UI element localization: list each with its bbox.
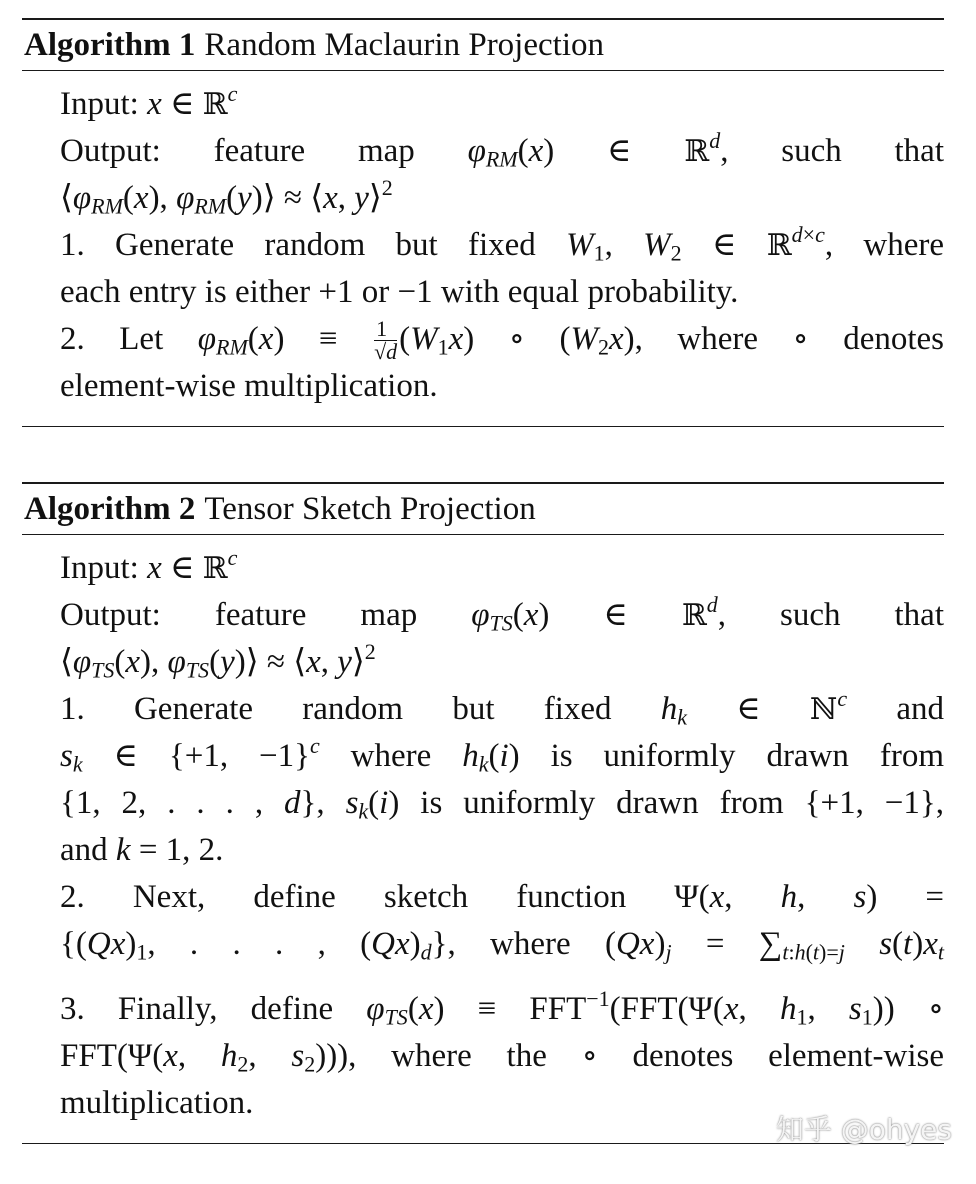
watermark: 知乎 @ohyes <box>775 1113 952 1146</box>
output-condition: $⟨\varphi_{TS}(x)$, $\varphi_{TS}(y)⟩$ ≈ ⟨x, y⟩$^2$ <box>60 638 376 683</box>
step-3: 3. Finally, define $\varphi_{TS}(x) \equiv FFT^{-1}(FFT(\Psi(x$, $h_1$, $s_1$)) ∘ <box>60 985 945 1030</box>
step-2: 2. Let $\varphi_{RM}(x)$ ≡ $\frac{1}{√d}$ $(W_1x)$ ∘ $(W_2x)$, where ∘ denotes <box>60 315 945 364</box>
step-1-cont: and k = 1, 2. <box>60 832 224 868</box>
algorithm-2-header <box>22 484 944 534</box>
step-2-cont: {$(Qx)_1$, . . . , $(Qx)_d$}, where $(Qx)_j = \sum_{t:h(t)=j}$ $s(t)x_t$ <box>60 926 944 965</box>
step-1: 1. Generate random but fixed $h_k$ ∈ ℕ$^c$ and <box>60 685 944 730</box>
output-line: Output: feature map $\varphi_{TS}(x)$ ∈ ℝ$^d$, such that <box>60 591 944 636</box>
step-1: 1. Generate random but fixed $W_1$, $W_2$ ∈ ℝ$^{d\times c}$, where <box>60 221 944 266</box>
step-3-cont: FFT(Ψ(x, $h_2$, $s_2$))), where the ∘ denotes element-wise <box>60 1038 944 1077</box>
algorithm-1-header <box>22 20 944 70</box>
algorithm-2-box <box>22 482 944 1144</box>
output-line: Output: feature map $\varphi_{RM}(x)$ ∈ ℝ$^d$, such that <box>60 127 944 172</box>
fraction-1-sqrt-d: $\frac{1}{√d}$ <box>374 315 398 364</box>
algorithm-title: Tensor Sketch Projection <box>204 490 536 527</box>
step-2-cont: element-wise multiplication. <box>60 368 438 404</box>
output-condition: $⟨\varphi_{RM}(x)$, $\varphi_{RM}(y)⟩$ ≈ ⟨x, y⟩$^2$ <box>60 174 393 219</box>
input-line: Input: x ∈ ℝ$^c$ <box>60 80 238 122</box>
step-1-cont: each entry is either +1 or −1 with equal probability. <box>60 274 739 310</box>
step-1-cont: $s_k$ ∈ {+1, −1}$^c$ where $h_k(i)$ is uniformly drawn from <box>60 732 944 777</box>
algorithm-1-body <box>22 71 944 426</box>
step-2: 2. Next, define sketch function Ψ(x, h, s) = <box>60 879 945 915</box>
algorithm-1-box <box>22 18 944 427</box>
algorithm-label: Algorithm 1 <box>24 26 196 63</box>
algorithm-2-body <box>22 535 944 1143</box>
algorithm-label: Algorithm 2 <box>24 490 196 527</box>
step-1-cont: {1, 2, . . . , d}, $s_k(i)$ is uniformly drawn from {+1, −1}, <box>60 785 945 824</box>
algorithm-title: Random Maclaurin Projection <box>204 26 604 63</box>
bottom-rule <box>22 426 944 427</box>
input-line: Input: x ∈ ℝ$^c$ <box>60 544 238 586</box>
step-3-cont: multiplication. <box>60 1085 254 1121</box>
